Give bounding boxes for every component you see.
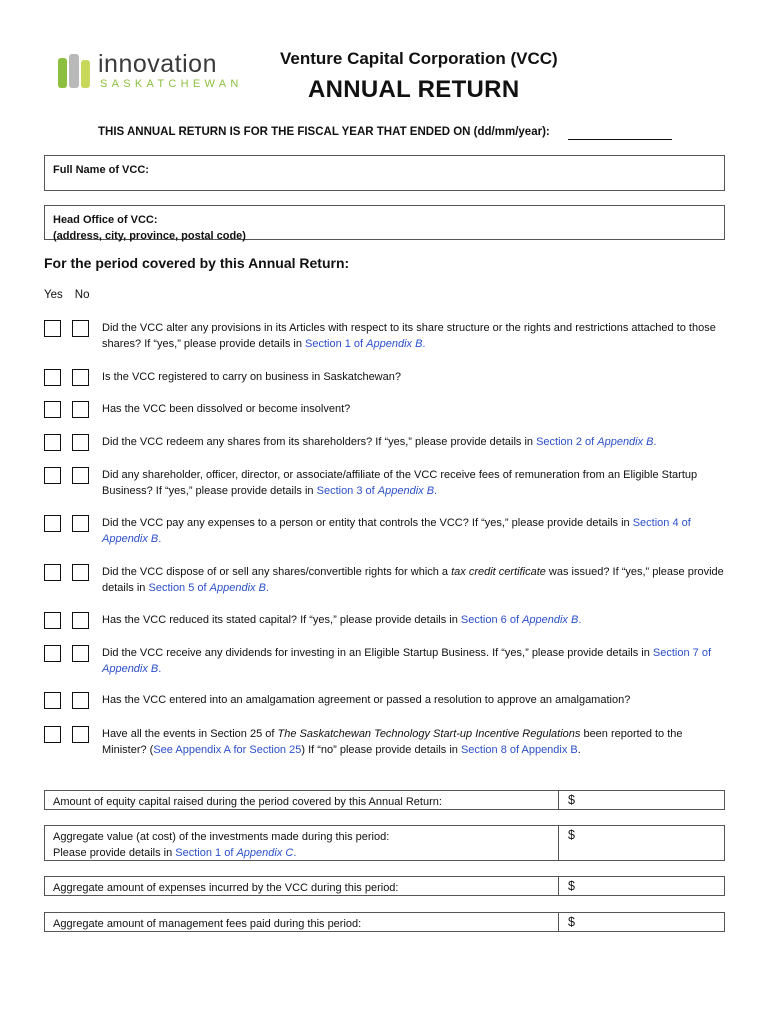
no-checkbox[interactable] [72, 645, 89, 662]
investments-row [44, 825, 725, 861]
appendix-link[interactable]: Section 4 of Appendix B. [102, 517, 691, 545]
question-text: Did the VCC pay any expenses to a person or entity that controls the VCC? If “yes,” please provide details in Section 4 of Appendix B. [102, 517, 691, 545]
no-checkbox[interactable] [72, 369, 89, 386]
question-text: Have all the events in Section 25 of The Saskatchewan Technology Start-up Incentive Regulations been reported to the Minister? (See Appendix A for Section 25) If “no” please provide details in Section 8 of Appendix B. [102, 728, 683, 756]
yes-checkbox[interactable] [44, 692, 61, 709]
head-office-hint: (address, city, province, postal code) [53, 230, 246, 242]
appendix-link[interactable]: Section 5 of Appendix B. [148, 582, 269, 594]
no-checkbox[interactable] [72, 467, 89, 484]
equity-capital-row [44, 790, 725, 810]
yes-checkbox[interactable] [44, 434, 61, 451]
management-fees-input[interactable]: $ [568, 915, 575, 929]
yes-checkbox[interactable] [44, 369, 61, 386]
yes-checkbox[interactable] [44, 726, 61, 743]
appendix-a-link[interactable]: See Appendix A for Section 25 [153, 744, 302, 756]
question-text: Has the VCC been dissolved or become insolvent? [102, 403, 351, 415]
fiscal-year-label: THIS ANNUAL RETURN IS FOR THE FISCAL YEAR THAT ENDED ON (dd/mm/year): [98, 126, 550, 138]
no-checkbox[interactable] [72, 692, 89, 709]
period-heading: For the period covered by this Annual Return: [44, 255, 350, 271]
management-fees-label: Aggregate amount of management fees paid during this period: [53, 918, 362, 930]
appendix-link[interactable]: Section 6 of Appendix B. [460, 614, 582, 626]
yes-checkbox[interactable] [44, 564, 61, 581]
no-checkbox[interactable] [72, 434, 89, 451]
yes-checkbox[interactable] [44, 401, 61, 418]
question-text: Did the VCC receive any dividends for investing in an Eligible Startup Business. If “yes,” please provide details in Section 7 of Appendix B. [102, 647, 711, 675]
appendix-link[interactable]: Section 3 of Appendix B. [316, 485, 438, 497]
page-title: ANNUAL RETURN [308, 76, 520, 103]
logo-word: innovation [98, 50, 217, 78]
full-name-label: Full Name of VCC: [53, 164, 149, 176]
no-checkbox[interactable] [72, 401, 89, 418]
investments-label: Aggregate value (at cost) of the investments made during this period: Please provide details in Section 1 of Appendix C. [53, 831, 390, 859]
expenses-input[interactable]: $ [568, 879, 575, 893]
equity-capital-label: Amount of equity capital raised during the period covered by this Annual Return: [53, 796, 442, 808]
appendix-link[interactable]: Section 1 of Appendix B. [305, 338, 426, 350]
question-text: Has the VCC entered into an amalgamation agreement or passed a resolution to approve an amalgamation? [102, 694, 631, 706]
yes-header: Yes [44, 289, 63, 301]
no-checkbox[interactable] [72, 726, 89, 743]
yes-checkbox[interactable] [44, 515, 61, 532]
expenses-label: Aggregate amount of expenses incurred by the VCC during this period: [53, 882, 399, 894]
yes-checkbox[interactable] [44, 645, 61, 662]
no-checkbox[interactable] [72, 612, 89, 629]
head-office-label [53, 212, 246, 244]
yes-no-header [44, 289, 101, 301]
appendix-link[interactable]: Section 2 of Appendix B. [536, 436, 657, 448]
no-checkbox[interactable] [72, 515, 89, 532]
appendix-link[interactable]: Section 8 of Appendix B [460, 744, 578, 756]
org-title: Venture Capital Corporation (VCC) [280, 49, 558, 68]
innovation-saskatchewan-logo [56, 50, 266, 96]
question-text: Has the VCC reduced its stated capital? If “yes,” please provide details in Section 6 of Appendix B. [102, 614, 582, 626]
management-fees-row [44, 912, 725, 932]
question-text: Did the VCC redeem any shares from its shareholders? If “yes,” please provide details in Section 2 of Appendix B. [102, 436, 657, 448]
equity-capital-input[interactable]: $ [568, 793, 575, 807]
investments-input[interactable]: $ [568, 828, 575, 842]
no-header: No [74, 289, 90, 301]
logo-mark-icon [56, 52, 96, 92]
appendix-link[interactable]: Section 7 of Appendix B. [102, 647, 711, 675]
question-text: Is the VCC registered to carry on business in Saskatchewan? [102, 371, 401, 383]
head-office-field[interactable] [44, 205, 725, 240]
appendix-link[interactable]: Section 1 of Appendix C. [175, 847, 297, 859]
head-office-title: Head Office of VCC: [53, 214, 158, 226]
question-text: Did the VCC dispose of or sell any shares/convertible rights for which a tax credit certificate was issued? If “yes,” please provide details in Section 5 of Appendix B. [102, 566, 724, 594]
expenses-row [44, 876, 725, 896]
question-text: Did the VCC alter any provisions in its Articles with respect to its share structure or the rights and restrictions attached to those shares? If “yes,” please provide details in Section 1 of Appendix B. [102, 322, 716, 350]
yes-checkbox[interactable] [44, 467, 61, 484]
no-checkbox[interactable] [72, 564, 89, 581]
fiscal-year-field[interactable] [568, 127, 672, 140]
logo-sub: SASKATCHEWAN [100, 78, 243, 90]
question-text: Did any shareholder, officer, director, or associate/affiliate of the VCC receive fees of remuneration from an Eligible Startup Business? If “yes,” please provide details in Section 3 of Appendix B. [102, 469, 698, 497]
yes-checkbox[interactable] [44, 320, 61, 337]
yes-checkbox[interactable] [44, 612, 61, 629]
full-name-field[interactable] [44, 155, 725, 191]
no-checkbox[interactable] [72, 320, 89, 337]
